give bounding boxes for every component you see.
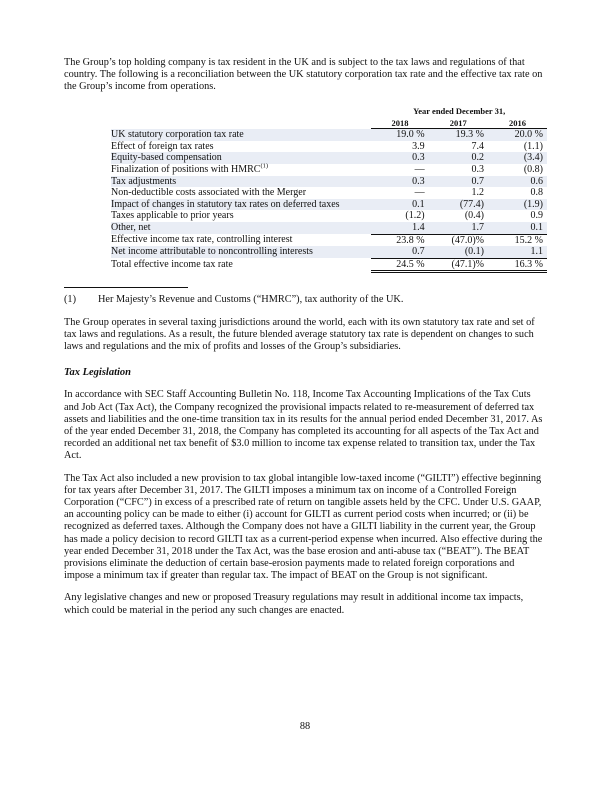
cell-2018: (1.2)	[405, 210, 425, 222]
table-row	[111, 222, 547, 234]
cell-2018: 1.4	[371, 222, 428, 234]
footnote-text: Her Majesty’s Revenue and Customs (“HMRC”), tax authority of the UK.	[98, 294, 404, 306]
page-number: 88	[299, 721, 311, 732]
legislative-changes-paragraph: Any legislative changes and new or proposed Treasury regulations may result in additional income tax impacts, which could be material in the period any such changes are enacted.	[64, 592, 524, 616]
cell-2018: 3.9	[412, 140, 425, 152]
cell-2018: 24.5 %	[371, 258, 428, 272]
section-heading: Tax Legislation	[64, 367, 131, 379]
cell-2016: 0.9	[530, 210, 543, 222]
cell-2016: 15.2 %	[488, 234, 547, 246]
row-label: Effective income tax rate, controlling interest	[111, 234, 293, 246]
year-header: 2016	[488, 117, 547, 129]
cell-2016: 0.1	[488, 222, 547, 234]
cell-2018: —	[414, 187, 425, 199]
row-label: Total effective income tax rate	[111, 259, 233, 271]
cell-2017: (47.0)%	[429, 234, 488, 246]
year-header: 2018	[371, 117, 428, 129]
cell-2016: (3.4)	[488, 152, 547, 164]
row-label: Impact of changes in statutory tax rates on deferred taxes	[111, 199, 371, 211]
row-label: UK statutory corporation tax rate	[111, 129, 371, 141]
cell-2018: —	[414, 164, 425, 176]
cell-2018: 0.3	[371, 176, 428, 188]
cell-2017: (47.1)%	[429, 258, 488, 272]
table-row	[111, 152, 547, 164]
table-row	[111, 164, 547, 176]
cell-2016: (1.1)	[523, 140, 543, 152]
cell-2017: (0.1)	[429, 246, 488, 258]
footnote-marker: (1)	[260, 162, 269, 170]
table-row-total	[111, 258, 547, 272]
table-row	[111, 187, 547, 199]
period-header: Year ended December 31,	[413, 106, 506, 117]
cell-2017: 7.4	[471, 140, 484, 152]
cell-2018: 0.1	[371, 199, 428, 211]
row-label-text: Finalization of positions with HMRC	[111, 164, 261, 176]
cell-2017: 0.7	[429, 176, 488, 188]
cell-2016: 16.3 %	[488, 258, 547, 272]
cell-2016: 1.1	[488, 246, 547, 258]
sab-118-paragraph: In accordance with SEC Staff Accounting Bulletin No. 118, Income Tax Accounting Implications of the Tax Cuts and Job Act (Tax Act), the Company recognized the provisional impacts related to re-measurement of deferred tax assets and liabilities and the one-time transition tax in its results for the annual period ended December 31, 2017. As of the year ended December 31, 2018, the Company has completed its accounting for all aspects of the Tax Act and recorded an additional net tax benefit of $3.0 million to income tax expense related to transition tax, under the Tax Act.	[64, 389, 543, 462]
cell-2017: 0.3	[471, 164, 484, 176]
cell-2017: (0.4)	[464, 210, 484, 222]
cell-2016: (1.9)	[488, 199, 547, 211]
row-label: Effect of foreign tax rates	[111, 140, 214, 152]
footnote	[64, 294, 546, 306]
cell-2017: (77.4)	[429, 199, 488, 211]
table-row	[111, 199, 547, 211]
cell-2018: 0.7	[371, 246, 428, 258]
cell-2017: 0.2	[429, 152, 488, 164]
cell-2018: 23.8 %	[371, 234, 428, 246]
row-label: Tax adjustments	[111, 176, 371, 188]
row-label	[111, 164, 371, 176]
row-label: Taxes applicable to prior years	[111, 210, 234, 222]
gilti-beat-paragraph: The Tax Act also included a new provision to tax global intangible low-taxed income (“GILTI”) effective beginning for tax years after December 31, 2017. The GILTI imposes a minimum tax on income of a Controlled Foreign Corporation (“CFC”) in excess of a prescribed rate of return on tangible assets held by the CFC. Under U.S. GAAP, an accounting policy can be made to either (i) account for GILTI as current period costs when incurred; or (ii) be recognized as deferred taxes. Although the Company does not have a GILTI liability in the current year, the Group has made a policy decision to record GILTI tax as a current-period expense when incurred. Also effective during the year ended December 31, 2018 under the Tax Act, was the base erosion and anti-abuse tax (“BEAT”). The BEAT provisions eliminate the deduction of certain base-erosion payments made to related foreign corporations and impose a minimum tax if greater than regular tax. The impact of BEAT on the Group is not significant.	[64, 472, 543, 582]
footnote-divider	[64, 287, 188, 288]
cell-2016: 0.8	[530, 187, 543, 199]
year-header: 2017	[429, 117, 488, 129]
row-label: Equity-based compensation	[111, 152, 371, 164]
table-row	[111, 176, 547, 188]
cell-2017: 19.3 %	[429, 129, 488, 141]
row-label: Net income attributable to noncontrolling interests	[111, 246, 371, 258]
row-label: Other, net	[111, 222, 371, 234]
table-row	[111, 141, 547, 153]
document-page	[64, 57, 546, 627]
table-row	[111, 129, 547, 141]
cell-2016: (0.8)	[523, 164, 543, 176]
cell-2017: 1.2	[471, 187, 484, 199]
cell-2018: 19.0 %	[371, 129, 428, 141]
intro-paragraph: The Group’s top holding company is tax resident in the UK and is subject to the tax laws and regulations of that country. The following is a reconciliation between the UK statutory corporation tax rate and the effective tax rate on the Group’s income from operations.	[64, 57, 543, 93]
cell-2016: 0.6	[488, 176, 547, 188]
footnote-number: (1)	[64, 294, 77, 306]
cell-2016: 20.0 %	[488, 129, 547, 141]
table-row	[111, 210, 547, 222]
table-row	[111, 246, 547, 258]
cell-2018: 0.3	[371, 152, 428, 164]
cell-2017: 1.7	[429, 222, 488, 234]
table-row-subtotal	[111, 234, 547, 246]
tax-jurisdictions-paragraph: The Group operates in several taxing jurisdictions around the world, each with its own statutory tax rate and set of tax laws and regulations. As a result, the future blended average statutory tax rate is dependent on changes to such laws and regulations and the mix of profits and losses of the Group’s subsidiaries.	[64, 316, 535, 353]
tax-rate-reconciliation-table	[111, 106, 547, 274]
row-label: Non-deductible costs associated with the Merger	[111, 187, 307, 199]
